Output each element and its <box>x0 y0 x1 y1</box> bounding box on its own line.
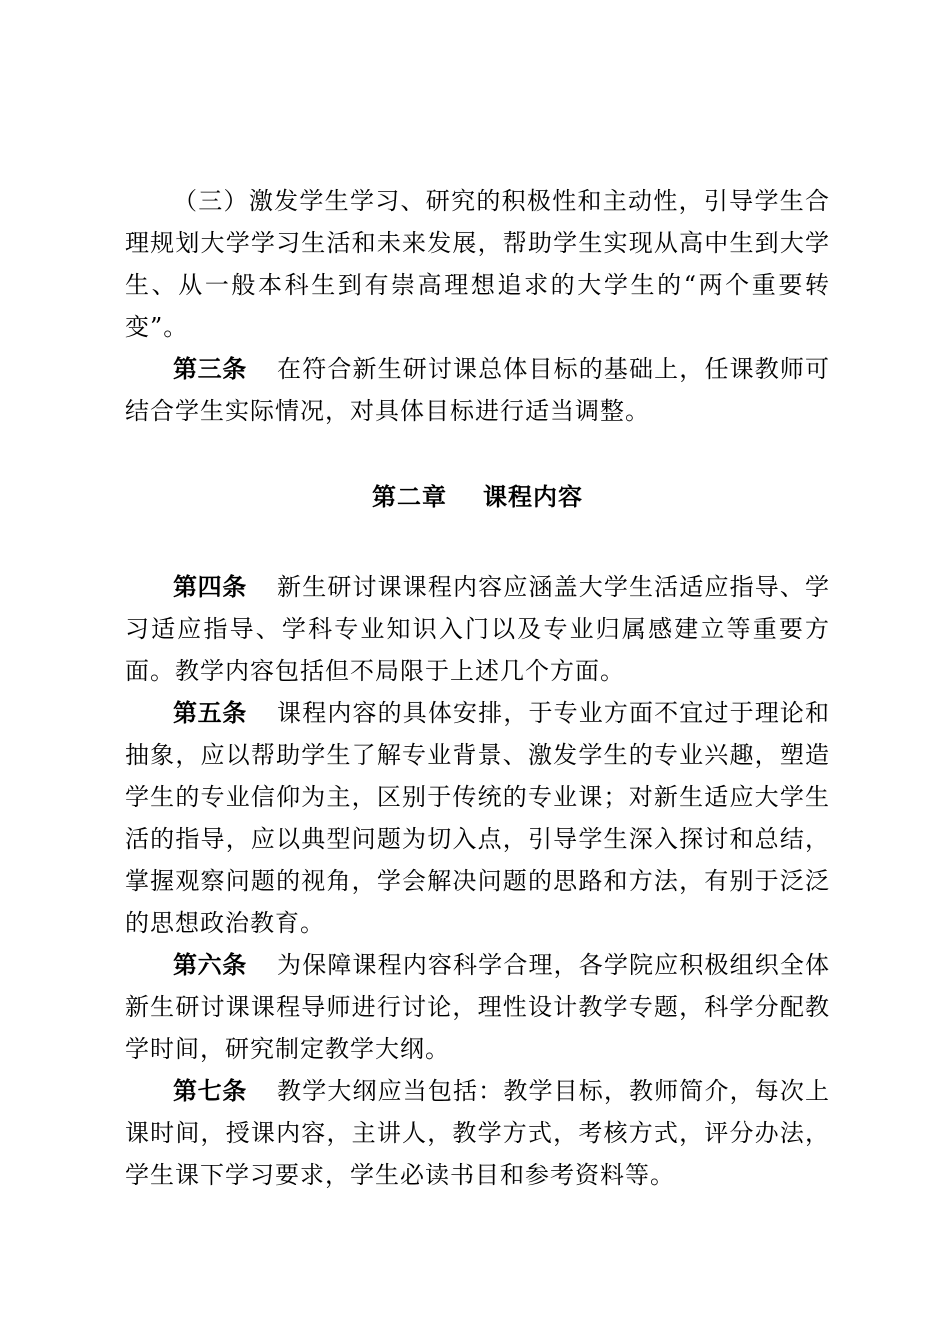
article-text: 教学大纲应当包括：教学目标，教师简介，每次上课时间，授课内容，主讲人，教学方式，考核方式，评分办法，学生课下学习要求，学生必读书目和参考资料等。 <box>125 1077 831 1189</box>
chapter-heading <box>125 476 830 518</box>
article-heading: 第七条 <box>173 1077 247 1105</box>
article-heading: 第五条 <box>173 699 247 727</box>
article-six <box>125 944 830 1070</box>
article-text: 在符合新生研讨课总体目标的基础上，任课教师可结合学生实际情况，对具体目标进行适当调整。 <box>125 355 831 425</box>
article-four <box>125 566 830 692</box>
article-text: 为保障课程内容科学合理，各学院应积极组织全体新生研讨课课程导师进行讨论，理性设计教学专题，科学分配教学时间，研究制定教学大纲。 <box>125 951 831 1063</box>
paragraph-text: （三）激发学生学习、研究的积极性和主动性，引导学生合理规划大学学习生活和未来发展，帮助学生实现从高中生到大学生、从一般本科生到有崇高理想追求的大学生的“两个重要转变”。 <box>125 187 830 341</box>
article-heading: 第六条 <box>173 951 247 979</box>
chapter-number: 第二章 <box>372 483 447 511</box>
paragraph-goal-three <box>125 180 830 348</box>
article-seven <box>125 1070 830 1196</box>
document-page <box>125 180 830 1196</box>
chapter-title: 课程内容 <box>483 483 583 511</box>
article-heading: 第四条 <box>173 573 247 601</box>
article-three <box>125 348 830 432</box>
article-heading: 第三条 <box>173 355 247 383</box>
article-five <box>125 692 830 944</box>
article-text: 课程内容的具体安排，于专业方面不宜过于理论和抽象，应以帮助学生了解专业背景、激发学生的专业兴趣，塑造学生的专业信仰为主，区别于传统的专业课；对新生适应大学生活的指导，应以典型问题为切入点，引导学生深入探讨和总结，掌握观察问题的视角，学会解决问题的思路和方法，有别于泛泛的思想政治教育。 <box>125 699 831 937</box>
article-text: 新生研讨课课程内容应涵盖大学生活适应指导、学习适应指导、学科专业知识入门以及专业归属感建立等重要方面。教学内容包括但不局限于上述几个方面。 <box>125 573 831 685</box>
